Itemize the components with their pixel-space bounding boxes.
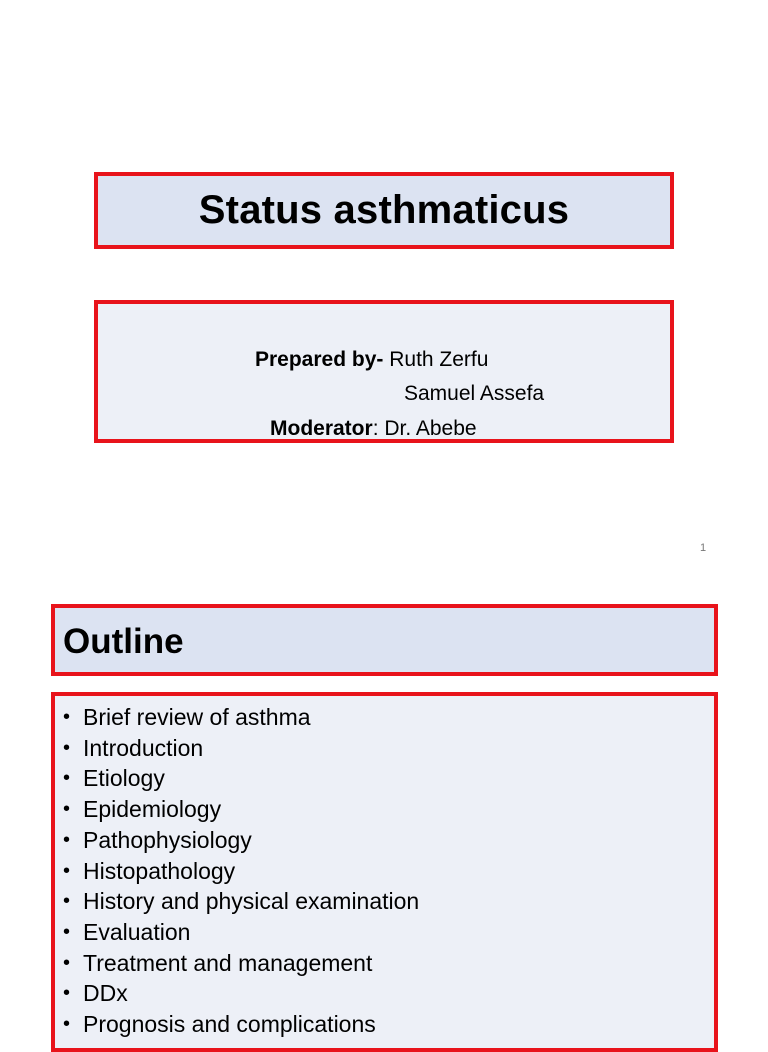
list-item: • Etiology	[61, 763, 419, 794]
bullet-icon: •	[63, 736, 71, 759]
bullet-icon: •	[63, 951, 71, 974]
moderator-value: : Dr. Abebe	[372, 417, 477, 440]
bullet-icon: •	[63, 920, 71, 943]
outline-list-box	[51, 692, 718, 1052]
slide-title: Status asthmaticus	[198, 188, 570, 232]
list-item: • Brief review of asthma	[61, 702, 419, 733]
list-item: • History and physical examination	[61, 886, 419, 917]
outline-heading: Outline	[63, 622, 184, 661]
bullet-icon: •	[63, 859, 71, 882]
bullet-icon: •	[63, 982, 71, 1005]
bullet-icon: •	[63, 767, 71, 790]
title-box	[94, 172, 674, 249]
bullet-icon: •	[63, 890, 71, 913]
list-item: • Histopathology	[61, 856, 419, 887]
moderator-line	[270, 417, 477, 441]
list-item: • Evaluation	[61, 917, 419, 948]
list-item: • DDx	[61, 978, 419, 1009]
author-info-box	[94, 300, 674, 443]
prepared-by-label: Prepared by-	[255, 348, 384, 371]
list-item: • Treatment and management	[61, 948, 419, 979]
page-number: 1	[700, 542, 707, 554]
bullet-icon: •	[63, 828, 71, 851]
bullet-icon: •	[63, 798, 71, 821]
outline-heading-box	[51, 604, 718, 676]
list-item: • Prognosis and complications	[61, 1009, 419, 1040]
list-item: • Introduction	[61, 733, 419, 764]
list-item: • Epidemiology	[61, 794, 419, 825]
bullet-icon: •	[63, 1013, 71, 1036]
moderator-label: Moderator	[270, 417, 373, 440]
bullet-icon: •	[63, 706, 71, 728]
author-1: Ruth Zerfu	[383, 348, 489, 371]
outline-list	[61, 702, 419, 1040]
author-2: Samuel Assefa	[404, 382, 545, 405]
list-item: • Pathophysiology	[61, 825, 419, 856]
prepared-by-line	[255, 348, 488, 372]
